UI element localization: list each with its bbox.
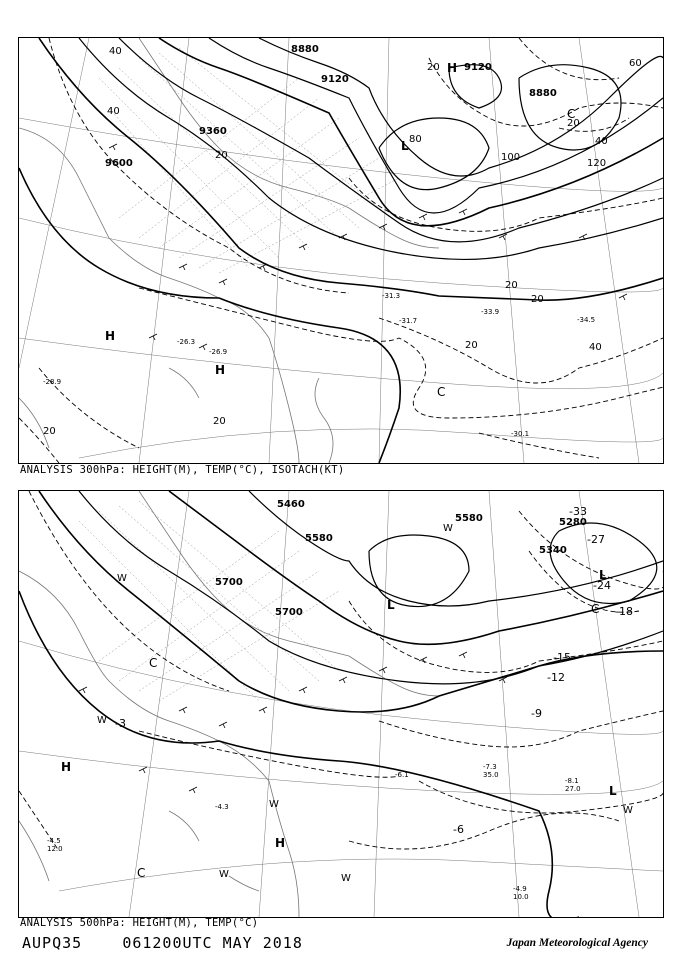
warm-marker: W xyxy=(623,805,633,816)
height-label: 5580 xyxy=(455,513,483,524)
isotach-label: 120 xyxy=(587,158,607,169)
valid-time: 061200UTC MAY 2018 xyxy=(122,934,303,952)
high-center-label: H xyxy=(275,836,286,850)
high-center-label: H xyxy=(447,61,458,75)
isotach-label: 20 xyxy=(213,416,226,427)
height-label-group xyxy=(105,44,557,169)
isotach-label: 20 xyxy=(43,426,56,437)
temp-label: -33.9 xyxy=(481,308,500,316)
isotach-label: 40 xyxy=(595,136,608,147)
chart-footer xyxy=(22,934,303,952)
warm-marker: W xyxy=(341,873,351,884)
temp-label: -8.1 xyxy=(565,777,579,785)
isotherm-label: -6 xyxy=(453,823,464,836)
isotach-label: 100 xyxy=(501,152,521,163)
wind-barbs xyxy=(109,144,627,350)
height-label: 5700 xyxy=(275,607,303,618)
isotherm-label: -9 xyxy=(531,707,542,720)
isotach-label: 80 xyxy=(409,134,422,145)
temp-label: -26.3 xyxy=(177,338,196,346)
coastline xyxy=(19,38,439,463)
cold-center-label: C xyxy=(591,602,600,616)
agency-name: Japan Meteorological Agency xyxy=(506,937,648,949)
wind-barbs xyxy=(79,652,507,793)
temp-label: -34.5 xyxy=(577,316,596,324)
isotach-label: 20 xyxy=(215,150,228,161)
isotach-label: 20 xyxy=(505,280,518,291)
isotherm-label: -12 xyxy=(547,671,565,684)
cold-center-label: C xyxy=(437,385,446,399)
isotach-label: 20 xyxy=(531,294,544,305)
temp-label: -28.9 xyxy=(43,378,62,386)
jet-hatching xyxy=(99,48,399,273)
temp-label: 10.0 xyxy=(513,893,529,901)
warm-marker: W xyxy=(269,799,279,810)
temperature-label-group xyxy=(47,763,581,901)
map-500hpa-drawing xyxy=(19,491,663,917)
isotherm-label: -24 xyxy=(593,579,611,592)
isotach-label-group xyxy=(43,46,642,437)
isotach-label: 60 xyxy=(629,58,642,69)
temp-label: -4.9 xyxy=(513,885,527,893)
temp-label: -31.3 xyxy=(382,292,401,300)
high-center-label: H xyxy=(105,329,116,343)
temp-label: -30.1 xyxy=(511,430,530,438)
cold-center-label: C xyxy=(137,866,146,880)
height-label: 5580 xyxy=(305,533,333,544)
analysis-300hpa-map xyxy=(18,37,664,464)
isotherm-label: -27 xyxy=(587,533,605,546)
temp-label: -6.1 xyxy=(395,771,409,779)
cold-center-label: C xyxy=(567,107,576,121)
height-label: 5700 xyxy=(215,577,243,588)
isotach-label: 40 xyxy=(589,342,602,353)
temperature-label-group xyxy=(43,292,595,438)
height-label: 9120 xyxy=(464,62,492,73)
temp-label: 12.0 xyxy=(47,845,63,853)
isotherm-label: -15 xyxy=(553,651,571,664)
height-label: 5460 xyxy=(277,499,305,510)
temp-label: -4.3 xyxy=(215,803,229,811)
caption-300hpa: ANALYSIS 300hPa: HEIGHT(M), TEMP(°C), ISOTACH(KT) xyxy=(20,464,345,476)
warm-marker-group xyxy=(97,523,633,884)
height-label: 8880 xyxy=(291,44,319,55)
height-contours xyxy=(19,38,663,463)
isotherm-label: -3 xyxy=(115,717,126,730)
temp-label: 27.0 xyxy=(565,785,581,793)
isotach-label: 40 xyxy=(107,106,120,117)
height-label-group xyxy=(215,499,587,618)
temp-label: -7.3 xyxy=(483,763,497,771)
low-center-label: L xyxy=(599,568,607,582)
warm-marker: W xyxy=(97,715,107,726)
graticule xyxy=(19,38,663,463)
chart-code: AUPQ35 xyxy=(22,934,83,952)
height-label: 8880 xyxy=(529,88,557,99)
warm-marker: W xyxy=(443,523,453,534)
temp-label: -4.5 xyxy=(47,837,61,845)
isotach-label: 40 xyxy=(109,46,122,57)
warm-marker: W xyxy=(117,573,127,584)
height-label: 9120 xyxy=(321,74,349,85)
temp-label: 35.0 xyxy=(483,771,499,779)
analysis-500hpa-map xyxy=(18,490,664,918)
height-label: 5340 xyxy=(539,545,567,556)
isotherm-label: -33 xyxy=(569,505,587,518)
temp-label: -31.7 xyxy=(399,317,418,325)
isotach-label: 20 xyxy=(465,340,478,351)
caption-500hpa: ANALYSIS 500hPa: HEIGHT(M), TEMP(°C) xyxy=(20,917,259,929)
height-label: 9600 xyxy=(105,158,133,169)
jet-hatching xyxy=(79,501,339,701)
warm-marker: W xyxy=(219,869,229,880)
low-center-label: L xyxy=(401,139,409,153)
dashed-contours xyxy=(19,38,663,463)
high-center-label: H xyxy=(215,363,226,377)
isotherm-label: -18 xyxy=(615,605,633,618)
height-label: 9360 xyxy=(199,126,227,137)
isotach-label: 20 xyxy=(567,118,580,129)
high-center-label: H xyxy=(61,760,72,774)
height-label: 5280 xyxy=(559,517,587,528)
cold-center-label: C xyxy=(149,656,158,670)
low-center-label: L xyxy=(387,598,395,612)
temp-label: -26.9 xyxy=(209,348,228,356)
low-center-label: L xyxy=(609,784,617,798)
map-300hpa-drawing xyxy=(19,38,663,463)
isotach-label: 20 xyxy=(427,62,440,73)
